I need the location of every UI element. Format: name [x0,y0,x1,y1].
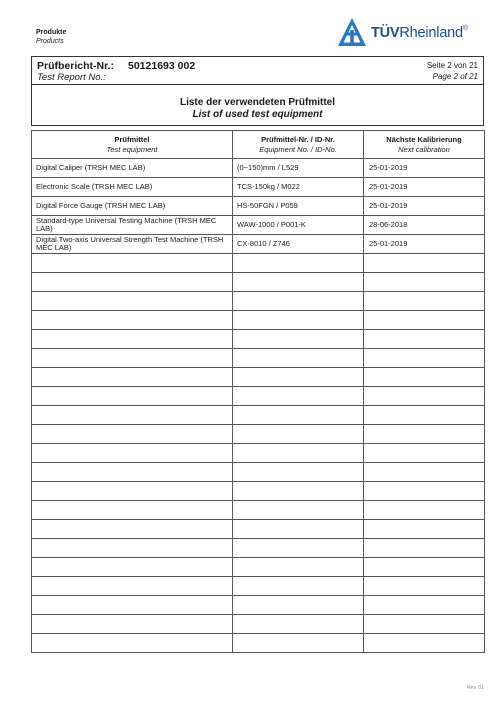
calibration-date-cell: 28-06-2018 [364,216,485,235]
empty-table-row [32,444,485,463]
empty-table-row [32,482,485,501]
empty-cell [364,311,485,330]
report-number-label-en: Test Report No.: [37,72,106,83]
empty-table-row [32,311,485,330]
empty-cell [233,425,364,444]
equipment-id-cell: HS-50FGN / P059 [233,197,364,216]
empty-cell [32,273,233,292]
equipment-cell: Digital Force Gauge (TRSH MEC LAB) [32,197,233,216]
brand-name-light: Rheinland [399,25,463,41]
empty-cell [32,425,233,444]
empty-cell [233,463,364,482]
section-label-en: Products [36,38,64,45]
empty-table-row [32,501,485,520]
empty-cell [364,368,485,387]
empty-cell [233,634,364,653]
calibration-date-cell: 25-01-2019 [364,178,485,197]
calibration-date-cell: 25-01-2019 [364,159,485,178]
empty-cell [233,577,364,596]
column-header-de: Nächste Kalibrierung [386,134,462,144]
empty-cell [32,406,233,425]
column-header-next-calibration [364,131,485,159]
empty-cell [32,349,233,368]
column-header-de: Prüfmittel-Nr. / ID-Nr. [261,134,335,144]
page-indicator-de: Seite 2 von 21 [426,61,478,70]
empty-cell [233,311,364,330]
revision-label: Rev. 01 [467,685,484,691]
empty-table-row [32,520,485,539]
empty-cell [364,501,485,520]
empty-cell [364,330,485,349]
equipment-cell: Digital Two-axis Universal Strength Test Machine (TRSH MEC LAB) [32,235,233,254]
empty-cell [32,520,233,539]
empty-table-row [32,425,485,444]
empty-cell [32,558,233,577]
report-number: 50121693 002 [128,60,196,72]
empty-cell [364,539,485,558]
empty-table-row [32,463,485,482]
empty-cell [233,349,364,368]
table-row [32,197,485,216]
empty-table-row [32,387,485,406]
empty-cell [364,425,485,444]
empty-table-row [32,254,485,273]
empty-cell [32,387,233,406]
empty-cell [233,292,364,311]
empty-cell [233,330,364,349]
table-row [32,235,485,254]
table-row [32,216,485,235]
report-header [31,56,484,85]
table-row [32,159,485,178]
empty-table-row [32,330,485,349]
empty-cell [233,387,364,406]
empty-table-row [32,596,485,615]
empty-cell [32,254,233,273]
equipment-cell: Standard-type Universal Testing Machine (TRSH MEC LAB) [32,216,233,235]
empty-cell [364,254,485,273]
empty-table-row [32,292,485,311]
empty-cell [32,330,233,349]
empty-cell [32,539,233,558]
empty-cell [233,444,364,463]
equipment-id-cell: WAW-1000 / P001-K [233,216,364,235]
empty-cell [233,596,364,615]
empty-cell [32,634,233,653]
empty-cell [364,349,485,368]
empty-cell [364,615,485,634]
empty-cell [32,463,233,482]
empty-cell [364,463,485,482]
empty-cell [233,254,364,273]
empty-table-row [32,349,485,368]
empty-cell [32,577,233,596]
empty-table-row [32,577,485,596]
calibration-date-cell: 25-01-2019 [364,235,485,254]
column-header-en: Next calibration [398,144,450,154]
empty-cell [233,273,364,292]
empty-cell [32,615,233,634]
report-number-label-de: Prüfbericht-Nr.: [37,60,115,72]
empty-cell [233,501,364,520]
empty-cell [32,444,233,463]
empty-cell [32,482,233,501]
column-header-equipment-no [233,131,364,159]
empty-cell [364,634,485,653]
empty-cell [32,368,233,387]
empty-table-row [32,558,485,577]
empty-cell [32,596,233,615]
registered-mark: ® [462,25,468,32]
empty-cell [32,311,233,330]
equipment-id-cell: (0~150)mm / L529 [233,159,364,178]
empty-cell [364,482,485,501]
column-header-en: Equipment No. / ID-No. [259,144,337,154]
empty-table-row [32,406,485,425]
empty-table-row [32,634,485,653]
empty-cell [364,273,485,292]
column-header-de: Prüfmittel [114,134,150,144]
empty-cell [233,406,364,425]
section-label [36,28,66,46]
equipment-cell: Digital Caliper (TRSH MEC LAB) [32,159,233,178]
equipment-id-cell: TCS-150kg / M022 [233,178,364,197]
brand-name [371,25,468,41]
equipment-table [31,130,485,653]
section-label-de: Produkte [36,29,67,36]
tuv-logo [337,17,487,51]
empty-cell [364,292,485,311]
empty-cell [233,558,364,577]
tuv-triangle-icon [337,17,367,51]
column-header-equipment [32,131,233,159]
page-title-en: List of used test equipment [192,109,323,120]
equipment-cell: Electronic Scale (TRSH MEC LAB) [32,178,233,197]
empty-cell [32,292,233,311]
empty-cell [364,444,485,463]
empty-table-row [32,615,485,634]
empty-table-row [32,368,485,387]
equipment-id-cell: CX-8010 / Z746 [233,235,364,254]
table-row [32,178,485,197]
table-header-row [32,131,485,159]
calibration-date-cell: 25-01-2019 [364,197,485,216]
empty-cell [364,387,485,406]
empty-table-row [32,539,485,558]
empty-cell [364,577,485,596]
empty-cell [364,520,485,539]
brand-name-bold: TÜV [371,25,400,41]
empty-cell [233,520,364,539]
page-indicator-en: Page 2 of 21 [432,72,478,81]
page-title-de: Liste der verwendeten Prüfmittel [179,97,336,108]
empty-cell [364,406,485,425]
empty-cell [364,596,485,615]
empty-cell [364,558,485,577]
empty-cell [233,615,364,634]
empty-cell [233,368,364,387]
table-body [32,159,485,653]
empty-cell [233,482,364,501]
page-title [31,85,484,126]
empty-cell [233,539,364,558]
empty-table-row [32,273,485,292]
empty-cell [32,501,233,520]
column-header-en: Test equipment [106,144,158,154]
